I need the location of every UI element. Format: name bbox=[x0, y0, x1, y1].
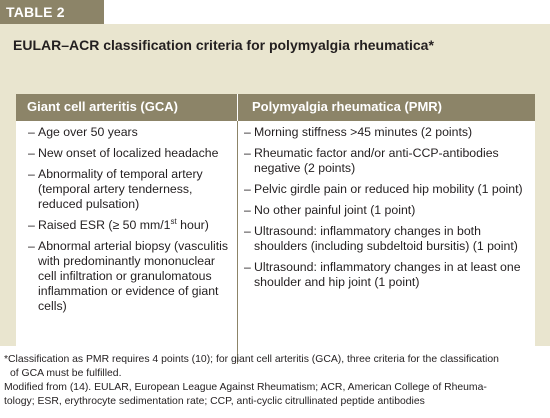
pmr-criterion: – Rheumatic factor and/or anti-CCP-antibodies negative (2 points) bbox=[238, 146, 528, 176]
gca-criterion-text-end: hour) bbox=[176, 218, 209, 232]
gca-criterion: – Age over 50 years bbox=[28, 125, 234, 140]
table-body bbox=[16, 121, 535, 364]
gca-criterion: – Abnormal arterial biopsy (vasculitis with predominantly mononuclear cell infiltration or granulomatous inflammation or evidence of giant cells) bbox=[28, 239, 234, 314]
pmr-criteria-list bbox=[238, 125, 528, 296]
gca-criterion bbox=[28, 218, 234, 233]
pmr-criterion: – Ultrasound: inflammatory changes in both shoulders (including subdeltoid bursitis) (1 point) bbox=[238, 224, 528, 254]
footnote-line: tology; ESR, erythrocyte sedimentation rate; CCP, anti-cyclic citrullinated peptide antibodies bbox=[4, 396, 425, 407]
header-divider bbox=[237, 94, 238, 121]
table-header-row bbox=[16, 94, 535, 121]
footnote-line: Modified from (14). EULAR, European League Against Rheumatism; ACR, American College of Rheuma- bbox=[4, 382, 487, 393]
table-title: EULAR–ACR classification criteria for polymyalgia rheumatica* bbox=[13, 37, 434, 53]
gca-criterion-superscript: st bbox=[170, 216, 177, 226]
column-header-gca: Giant cell arteritis (GCA) bbox=[27, 99, 178, 114]
gca-criterion: – Abnormality of temporal artery (temporal artery tenderness, reduced pulsation) bbox=[28, 167, 234, 212]
gca-criterion: – New onset of localized headache bbox=[28, 146, 234, 161]
footnote-line: of GCA must be fulfilled. bbox=[10, 368, 122, 379]
pmr-criterion: – Pelvic girdle pain or reduced hip mobility (1 point) bbox=[238, 182, 528, 197]
table-label: TABLE 2 bbox=[6, 4, 65, 20]
pmr-criterion: – No other painful joint (1 point) bbox=[238, 203, 528, 218]
footnote-line: *Classification as PMR requires 4 points (10); for giant cell arteritis (GCA), three criteria for the classification bbox=[4, 354, 499, 365]
table-label-bar bbox=[0, 0, 104, 24]
gca-criterion-text: Raised ESR (≥ 50 mm/1 bbox=[38, 218, 171, 232]
column-header-pmr: Polymyalgia rheumatica (PMR) bbox=[252, 99, 442, 114]
pmr-criterion: – Ultrasound: inflammatory changes in at least one shoulder and hip joint (1 point) bbox=[238, 260, 528, 290]
gca-criteria-list bbox=[28, 125, 234, 320]
pmr-criterion: – Morning stiffness >45 minutes (2 points) bbox=[238, 125, 528, 140]
table-footnotes bbox=[4, 353, 546, 409]
table-panel bbox=[0, 24, 550, 346]
